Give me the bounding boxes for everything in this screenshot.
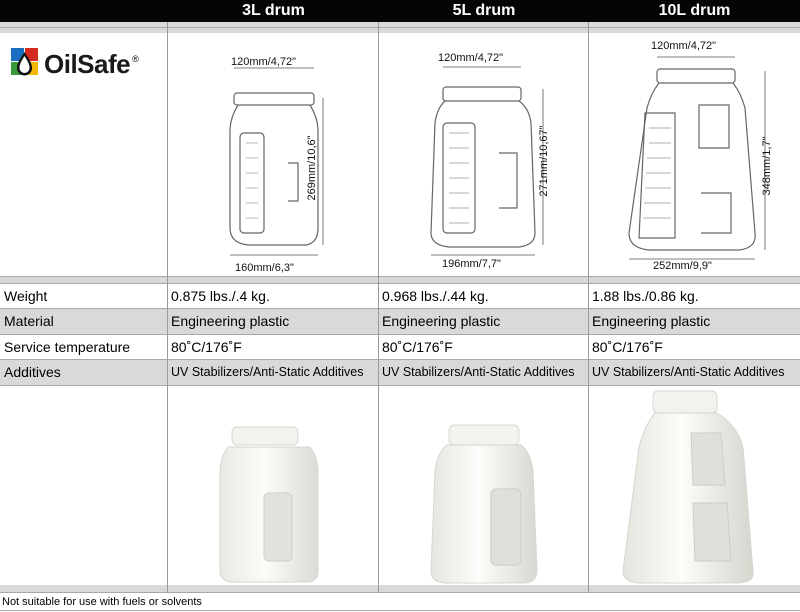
row-label-material: Material: [0, 308, 168, 334]
dim-3l-top: 120mm/4,72": [231, 56, 297, 68]
dim-5l-bottom: 196mm/7,7": [442, 258, 501, 270]
drum-3l-drawing: [168, 33, 379, 278]
drum-5l-photo: [379, 385, 589, 585]
weight-3l: 0.875 lbs./.4 kg.: [171, 287, 270, 304]
dim-5l-height: 271mm/10,67": [538, 125, 550, 197]
additives-10l: UV Stabilizers/Anti-Static Additives: [589, 359, 800, 385]
drum-3l-photo: [168, 385, 379, 585]
row-label-additives: Additives: [0, 359, 168, 385]
drum-10l-photo: [589, 385, 800, 585]
brand-name: OilSafe: [44, 48, 131, 79]
diagram-gap: [0, 276, 800, 283]
row-label-service-temperature: Service temperature: [4, 338, 131, 355]
dim-10l-top: 120mm/4,72": [651, 40, 717, 52]
oilsafe-logo: [10, 44, 165, 84]
additives-5l: UV Stabilizers/Anti-Static Additives: [379, 359, 589, 385]
drum-5l-drawing: [379, 33, 589, 278]
weight-10l: 1.88 lbs./0.86 kg.: [592, 287, 699, 304]
dim-10l-bottom: 252mm/9,9": [653, 260, 712, 272]
service-temp-3l: 80˚C/176˚F: [171, 338, 242, 355]
material-10l: Engineering plastic: [589, 308, 800, 334]
grid-line: [378, 22, 379, 593]
service-temp-10l: 80˚C/176˚F: [592, 338, 663, 355]
oilsafe-logo-icon: [10, 47, 40, 81]
trademark-mark: ®: [132, 54, 139, 64]
material-3l: Engineering plastic: [168, 308, 379, 334]
additives-3l: UV Stabilizers/Anti-Static Additives: [168, 359, 379, 385]
weight-5l: 0.968 lbs./.44 kg.: [382, 287, 489, 304]
dim-3l-bottom: 160mm/6,3": [235, 262, 294, 274]
service-temp-5l: 80˚C/176˚F: [382, 338, 453, 355]
dim-5l-top: 120mm/4,72": [438, 52, 504, 64]
header-10l: 10L drum: [589, 0, 800, 22]
row-label-weight: Weight: [4, 287, 48, 304]
header-3l: 3L drum: [168, 0, 379, 22]
header-empty-cell: [0, 0, 168, 22]
grid-line: [588, 22, 589, 593]
dim-10l-height: 348mm/1,7": [761, 136, 773, 196]
material-5l: Engineering plastic: [379, 308, 589, 334]
dim-3l-height: 269mm/10,6": [306, 135, 318, 201]
grid-line: [167, 22, 168, 593]
footnote: Not suitable for use with fuels or solvents: [2, 595, 202, 608]
header-5l: 5L drum: [379, 0, 589, 22]
footer-gap: [0, 585, 800, 592]
